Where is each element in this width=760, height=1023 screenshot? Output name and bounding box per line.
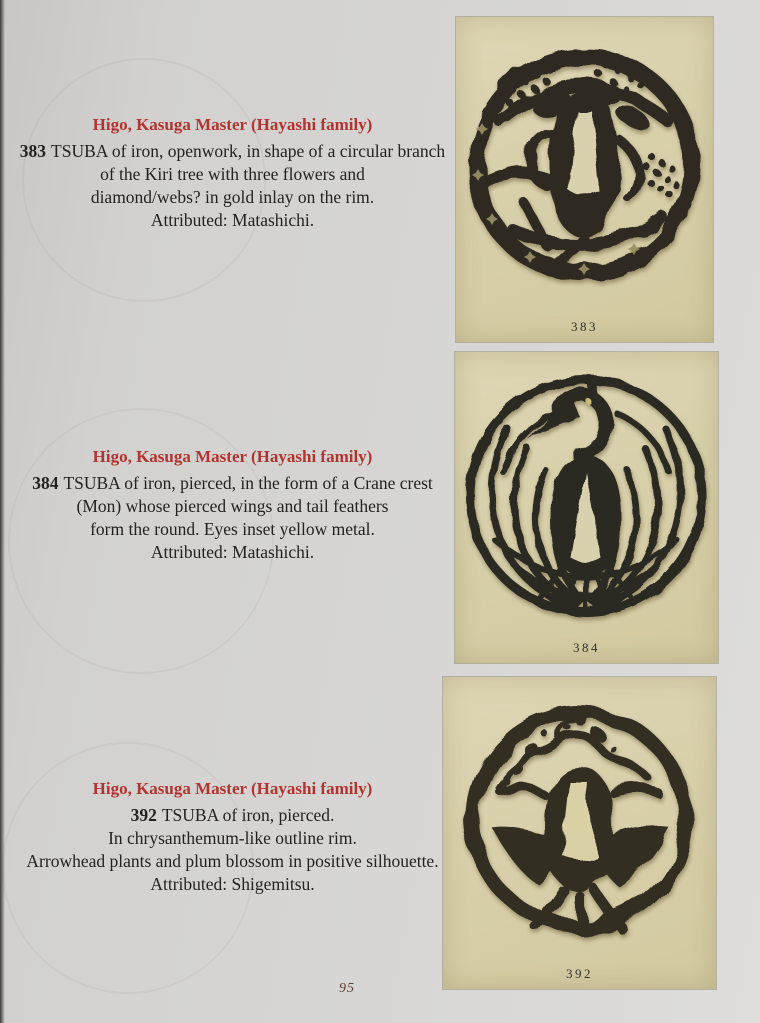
catalog-number: 384 (32, 473, 59, 493)
catalog-entry-384 (5, 445, 460, 564)
page-number: 95 (339, 981, 355, 996)
entry-line: Attributed: Matashichi. (150, 210, 315, 230)
entry-heading: Higo, Kasuga Master (Hayashi family) (92, 779, 373, 798)
entry-line: Attributed: Matashichi. (150, 542, 315, 562)
entry-heading: Higo, Kasuga Master (Hayashi family) (92, 115, 373, 134)
tsuba-383-image (456, 17, 713, 310)
crane-neck (559, 394, 606, 456)
tsuba-384-image (455, 352, 718, 633)
entry-line (5, 472, 460, 495)
entry-line: Attributed: Shigemitsu. (150, 874, 315, 894)
figure-caption: 384 (573, 640, 600, 655)
entry-heading: Higo, Kasuga Master (Hayashi family) (92, 447, 373, 466)
entry-first-line: TSUBA of iron, pierced. (161, 805, 335, 825)
tsuba-392-image (443, 677, 716, 959)
crane-eye-yellow-inlay (586, 399, 592, 405)
catalog-entry-383 (5, 113, 460, 232)
entry-first-line: TSUBA of iron, openwork, in shape of a circular branch (51, 141, 446, 161)
catalog-number: 383 (19, 141, 47, 161)
crane-beak (527, 400, 579, 438)
figure-caption: 392 (566, 966, 593, 981)
entry-first-line: TSUBA of iron, pierced, in the form of a Crane crest (63, 473, 433, 493)
entry-line: Arrowhead plants and plum blossom in positive silhouette. (26, 851, 439, 871)
entry-line: of the Kiri tree with three flowers and (100, 164, 365, 184)
entry-line (5, 140, 460, 163)
entry-line: form the round. Eyes inset yellow metal. (90, 519, 375, 539)
entry-line (5, 804, 460, 827)
figure-384 (455, 352, 718, 663)
catalog-entry-392 (5, 777, 460, 896)
figure-392 (443, 677, 716, 989)
figure-caption: 383 (571, 319, 598, 334)
catalog-number: 392 (130, 805, 157, 825)
figure-383 (456, 17, 713, 342)
entry-line: diamond/webs? in gold inlay on the rim. (90, 187, 375, 207)
entry-line: In chrysanthemum-like outline rim. (108, 828, 357, 848)
entry-line: (Mon) whose pierced wings and tail feathers (76, 496, 389, 516)
